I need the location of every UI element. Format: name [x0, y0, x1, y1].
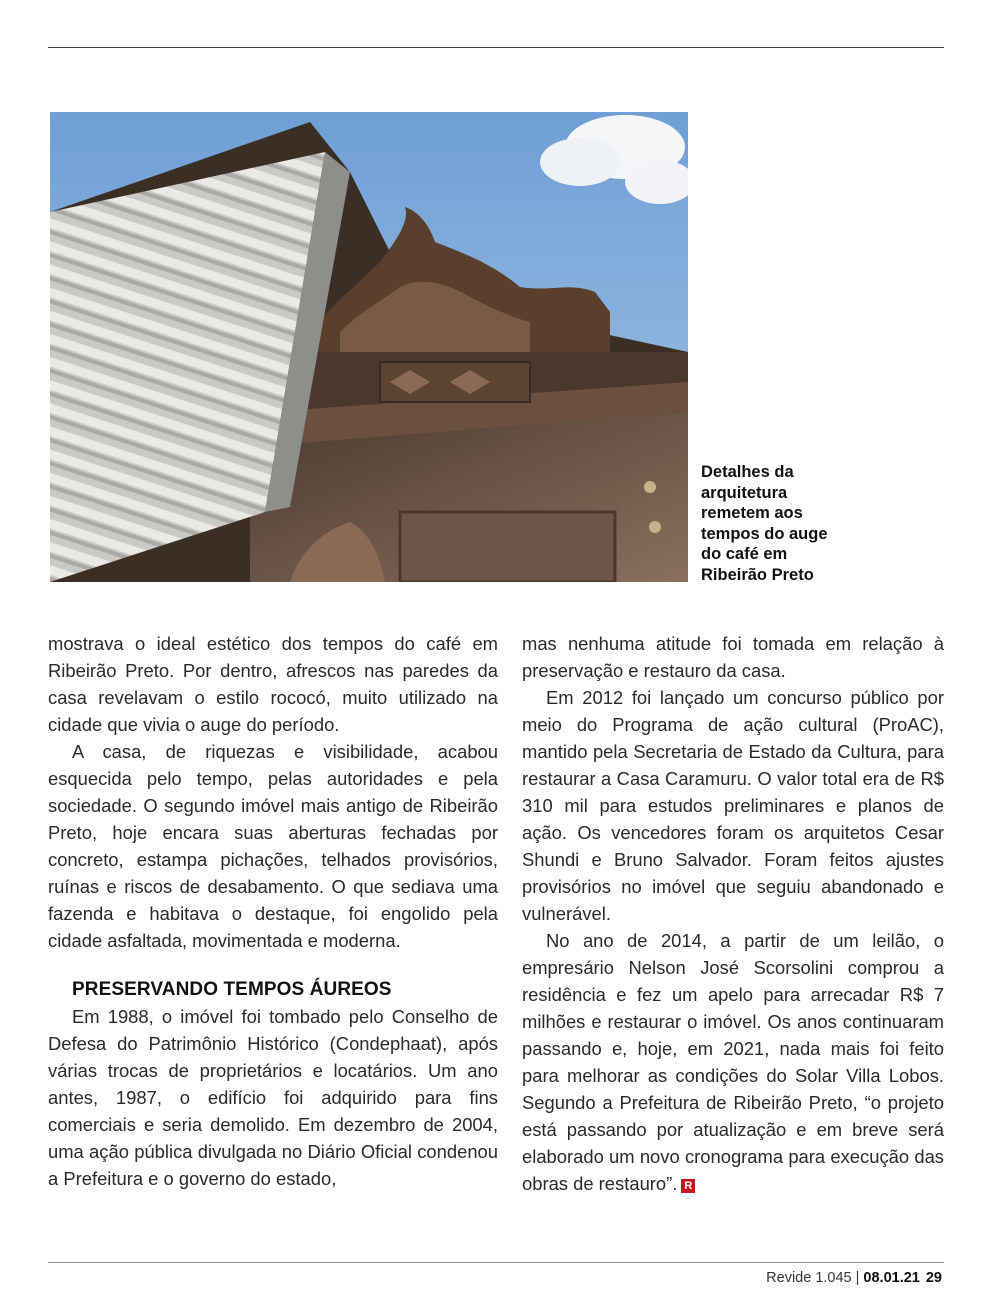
bottom-rule	[48, 1262, 944, 1263]
section-heading: PRESERVANDO TEMPOS ÁUREOS	[72, 979, 392, 1000]
photo-illustration	[50, 112, 688, 582]
paragraph: Em 1988, o imóvel foi tombado pelo Conselho de Defesa do Patrimônio Histórico (Condephaat), após várias trocas de proprietários e locatários. Um ano antes, 1987, o edifício foi adquirido para fins comerciais e seria demolido. Em dezembro de 2004, uma ação pública divulgada no Diário Oficial condenou a Prefeitura e o governo do estado,	[48, 1006, 498, 1189]
caption-line: remetem aos	[701, 504, 803, 522]
end-mark-icon: R	[681, 1179, 695, 1193]
page-number: 29	[925, 1270, 942, 1286]
paragraph: A casa, de riquezas e visibilidade, acabou esquecida pelo tempo, pelas autoridades e pela sociedade. O segundo imóvel mais antigo de Ribeirão Preto, hoje encara suas aberturas fechadas por concreto, estampa pichações, telhados provisórios, ruínas e riscos de desabamento. O que sediava uma fazenda e habitava o destaque, foi engolido pela cidade asfaltada, movimentada e moderna.	[48, 741, 498, 951]
paragraph: Em 2012 foi lançado um concurso público por meio do Programa de ação cultural (ProAC), mantido pela Secretaria de Estado da Cultura, para restaurar a Casa Caramuru. O valor total era de R$ 310 mil para estudos preliminares e planos de ação. Os vencedores foram os arquitetos Cesar Shundi e Bruno Salvador. Foram feitos ajustes provisórios no imóvel que seguiu abandonado e vulnerável.	[522, 687, 944, 924]
left-column	[48, 630, 498, 1192]
caption-line: Detalhes da	[701, 463, 794, 481]
issue-date: 08.01.21	[863, 1270, 920, 1286]
caption-line: do café em	[701, 545, 788, 563]
paragraph: mostrava o ideal estético dos tempos do café em Ribeirão Preto. Por dentro, afrescos nas paredes da casa revelavam o estilo rococó, muito utilizado na cidade que vivia o auge do período.	[48, 633, 498, 735]
paragraph: mas nenhuma atitude foi tomada em relação à preservação e restauro da casa.	[522, 633, 944, 681]
caption-line: arquitetura	[701, 483, 788, 502]
magazine-issue: Revide 1.045	[766, 1270, 852, 1286]
caption-line: tempos do auge	[701, 524, 828, 543]
footer-separator: |	[855, 1270, 860, 1286]
paragraph-last	[522, 927, 944, 1197]
top-rule	[48, 47, 944, 48]
page-footer	[766, 1270, 942, 1286]
photo-caption	[701, 462, 881, 585]
architecture-photo	[50, 112, 688, 582]
caption-line: Ribeirão Preto	[701, 565, 814, 584]
paragraph-text: No ano de 2014, a partir de um leilão, o empresário Nelson José Scorsolini comprou a residência e fez um apelo para arrecadar R$ 7 milhões e restaurar o imóvel. Os anos continuaram passando e, hoje, em 2021, nada mais foi feito para melhorar as condições do Solar Villa Lobos. Segundo a Prefeitura de Ribeirão Preto, “o projeto está passando por atualização e em breve será elaborado um novo cronograma para execução das obras de restauro”.	[522, 930, 944, 1194]
right-column	[522, 630, 944, 1197]
